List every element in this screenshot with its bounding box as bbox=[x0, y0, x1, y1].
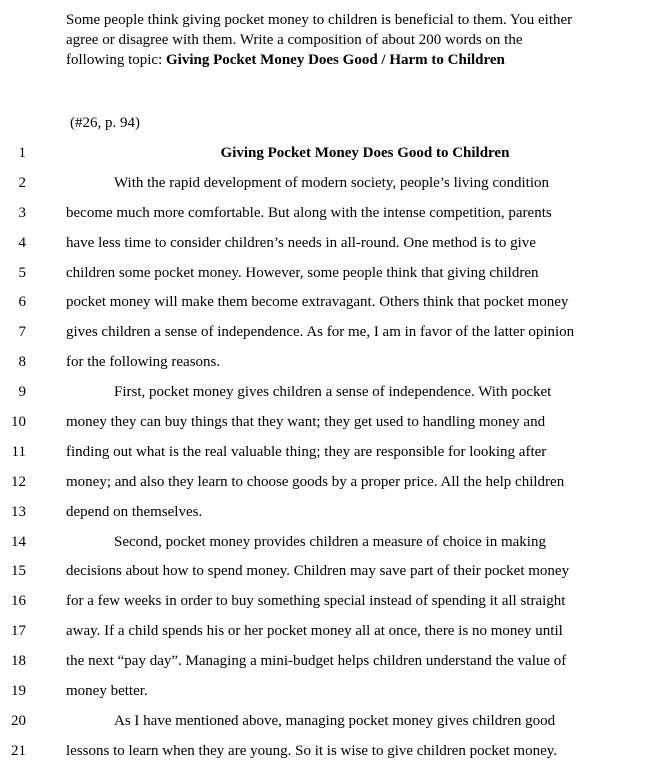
line-number: 17 bbox=[11, 623, 26, 640]
line-number: 15 bbox=[11, 563, 26, 580]
line-number: 18 bbox=[11, 653, 26, 670]
line-text: gives children a sense of independence. As for me, I am in favor of the latter opinion bbox=[66, 324, 575, 341]
line-text: money; and also they learn to choose goods by a proper price. All the help children bbox=[66, 473, 565, 490]
prompt-line-3-prefix: following topic: bbox=[66, 52, 166, 68]
line-text: children some pocket money. However, some people think that giving children bbox=[66, 264, 539, 281]
line-text: for the following reasons. bbox=[66, 354, 221, 371]
line-number: 20 bbox=[11, 712, 26, 729]
essay-line bbox=[0, 203, 670, 233]
composition-prompt bbox=[66, 10, 666, 70]
line-number: 11 bbox=[11, 443, 26, 460]
line-number: 19 bbox=[11, 683, 26, 700]
essay-line bbox=[0, 621, 670, 651]
line-text: pocket money will make them become extravagant. Others think that pocket money bbox=[66, 294, 569, 311]
line-text: money better. bbox=[66, 683, 148, 700]
line-number: 13 bbox=[11, 503, 26, 520]
line-number: 1 bbox=[18, 145, 26, 161]
essay-line bbox=[0, 681, 670, 711]
line-number: 16 bbox=[11, 593, 26, 610]
essay-line bbox=[0, 591, 670, 621]
essay-line bbox=[0, 442, 670, 472]
essay-line bbox=[0, 502, 670, 532]
line-text: away. If a child spends his or her pocket money all at once, there is no money until bbox=[66, 623, 563, 640]
line-text: for a few weeks in order to buy something special instead of spending it all straight bbox=[66, 593, 566, 610]
essay-line bbox=[0, 532, 670, 562]
line-number: 8 bbox=[18, 354, 26, 371]
essay-line bbox=[0, 472, 670, 502]
source-reference: (#26, p. 94) bbox=[70, 115, 140, 131]
line-text: become much more comfortable. But along with the intense competition, parents bbox=[66, 204, 552, 221]
essay-line bbox=[0, 741, 670, 771]
essay-line bbox=[0, 143, 670, 173]
line-number: 5 bbox=[18, 264, 26, 281]
line-text: First, pocket money gives children a sense of independence. With pocket bbox=[114, 384, 552, 401]
line-number: 14 bbox=[11, 533, 26, 550]
line-number: 3 bbox=[18, 204, 26, 221]
essay-line bbox=[0, 263, 670, 293]
line-text: Second, pocket money provides children a measure of choice in making bbox=[114, 533, 546, 550]
prompt-line-1: Some people think giving pocket money to children is beneficial to them. You either bbox=[66, 12, 573, 28]
line-number: 12 bbox=[11, 473, 26, 490]
line-text: the next “pay day”. Managing a mini-budget helps children understand the value of bbox=[66, 653, 567, 670]
line-text: have less time to consider children’s needs in all-round. One method is to give bbox=[66, 234, 536, 251]
prompt-topic: Giving Pocket Money Does Good / Harm to Children bbox=[166, 52, 505, 68]
line-text: lessons to learn when they are young. So it is wise to give children pocket money. bbox=[66, 742, 558, 759]
essay-line bbox=[0, 173, 670, 203]
essay-title: Giving Pocket Money Does Good to Children bbox=[220, 145, 510, 161]
essay-line bbox=[0, 561, 670, 591]
essay-line bbox=[0, 292, 670, 322]
line-number: 7 bbox=[18, 324, 26, 341]
prompt-line-2: agree or disagree with them. Write a composition of about 200 words on the bbox=[66, 32, 523, 48]
essay-line bbox=[0, 412, 670, 442]
line-text: finding out what is the real valuable thing; they are responsible for looking after bbox=[66, 443, 547, 460]
line-number: 6 bbox=[18, 294, 26, 311]
essay-line bbox=[0, 233, 670, 263]
line-number: 9 bbox=[18, 384, 26, 401]
line-number: 4 bbox=[18, 234, 26, 251]
line-text: depend on themselves. bbox=[66, 503, 203, 520]
essay-line bbox=[0, 651, 670, 681]
essay-line bbox=[0, 322, 670, 352]
line-number: 2 bbox=[18, 174, 26, 191]
essay-line bbox=[0, 382, 670, 412]
essay-line bbox=[0, 352, 670, 382]
essay-line bbox=[0, 711, 670, 741]
line-text: With the rapid development of modern society, people’s living condition bbox=[114, 174, 549, 191]
line-text: decisions about how to spend money. Children may save part of their pocket money bbox=[66, 563, 570, 580]
line-text: money they can buy things that they want; they get used to handling money and bbox=[66, 414, 546, 431]
line-text: As I have mentioned above, managing pocket money gives children good bbox=[114, 712, 556, 729]
line-number: 10 bbox=[11, 414, 26, 431]
essay-body bbox=[0, 143, 670, 771]
line-number: 21 bbox=[11, 742, 26, 759]
